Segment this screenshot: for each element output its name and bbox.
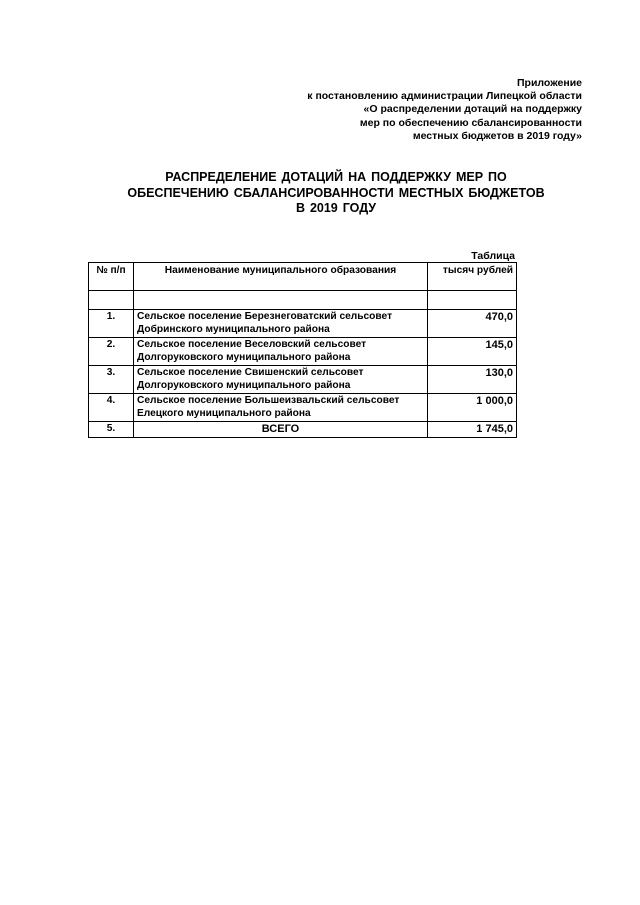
title-line: ОБЕСПЕЧЕНИЮ СБАЛАНСИРОВАННОСТИ МЕСТНЫХ БЮДЖЕТОВ bbox=[127, 185, 545, 200]
row-name-line: Елецкого муниципального района bbox=[137, 407, 311, 419]
row-name bbox=[134, 366, 428, 394]
header-name: Наименование муниципального образования bbox=[134, 263, 428, 291]
row-amount: 145,0 bbox=[428, 338, 517, 366]
allocation-table bbox=[88, 262, 517, 438]
table-caption: Таблица bbox=[471, 250, 515, 262]
row-name-line: Сельское поселение Большеизвальский сельсовет bbox=[137, 395, 400, 406]
table-row bbox=[89, 310, 517, 338]
total-label: ВСЕГО bbox=[134, 422, 428, 438]
table-spacer-row bbox=[89, 291, 517, 310]
appendix-line: Приложение bbox=[516, 77, 582, 89]
title-line: В 2019 ГОДУ bbox=[295, 201, 377, 215]
row-name-line: Добринского муниципального района bbox=[137, 323, 330, 335]
title-line: РАСПРЕДЕЛЕНИЕ ДОТАЦИЙ НА ПОДДЕРЖКУ МЕР ПО bbox=[165, 170, 507, 184]
row-num: 3. bbox=[89, 366, 134, 394]
row-name-line: Долгоруковского муниципального района bbox=[137, 379, 351, 391]
appendix-block bbox=[162, 77, 582, 143]
appendix-line: местных бюджетов в 2019 году» bbox=[412, 129, 582, 142]
row-amount: 470,0 bbox=[428, 310, 517, 338]
row-name-line: Сельское поселение Веселовский сельсовет bbox=[137, 339, 367, 350]
appendix-line: мер по обеспечению сбалансированности bbox=[359, 116, 582, 129]
row-name-line: Сельское поселение Березнеговатский сельсовет bbox=[137, 311, 393, 322]
total-amount: 1 745,0 bbox=[428, 422, 517, 438]
row-name bbox=[134, 310, 428, 338]
table-total-row bbox=[89, 422, 517, 438]
table-header-row bbox=[89, 263, 517, 291]
table-row bbox=[89, 338, 517, 366]
row-num: 2. bbox=[89, 338, 134, 366]
header-num: № п/п bbox=[89, 263, 134, 291]
document-title bbox=[60, 170, 612, 217]
table-row bbox=[89, 366, 517, 394]
appendix-line: «О распределении дотаций на поддержку bbox=[363, 103, 582, 116]
row-name-line: Долгоруковского муниципального района bbox=[137, 351, 351, 363]
table-row bbox=[89, 394, 517, 422]
appendix-line: к постановлению администрации Липецкой области bbox=[307, 90, 582, 103]
row-amount: 1 000,0 bbox=[428, 394, 517, 422]
total-num: 5. bbox=[89, 422, 134, 438]
row-name-line: Сельское поселение Свишенский сельсовет bbox=[137, 367, 364, 378]
row-amount: 130,0 bbox=[428, 366, 517, 394]
row-num: 4. bbox=[89, 394, 134, 422]
header-amount: тысяч рублей bbox=[428, 263, 517, 291]
row-num: 1. bbox=[89, 310, 134, 338]
row-name bbox=[134, 394, 428, 422]
row-name bbox=[134, 338, 428, 366]
